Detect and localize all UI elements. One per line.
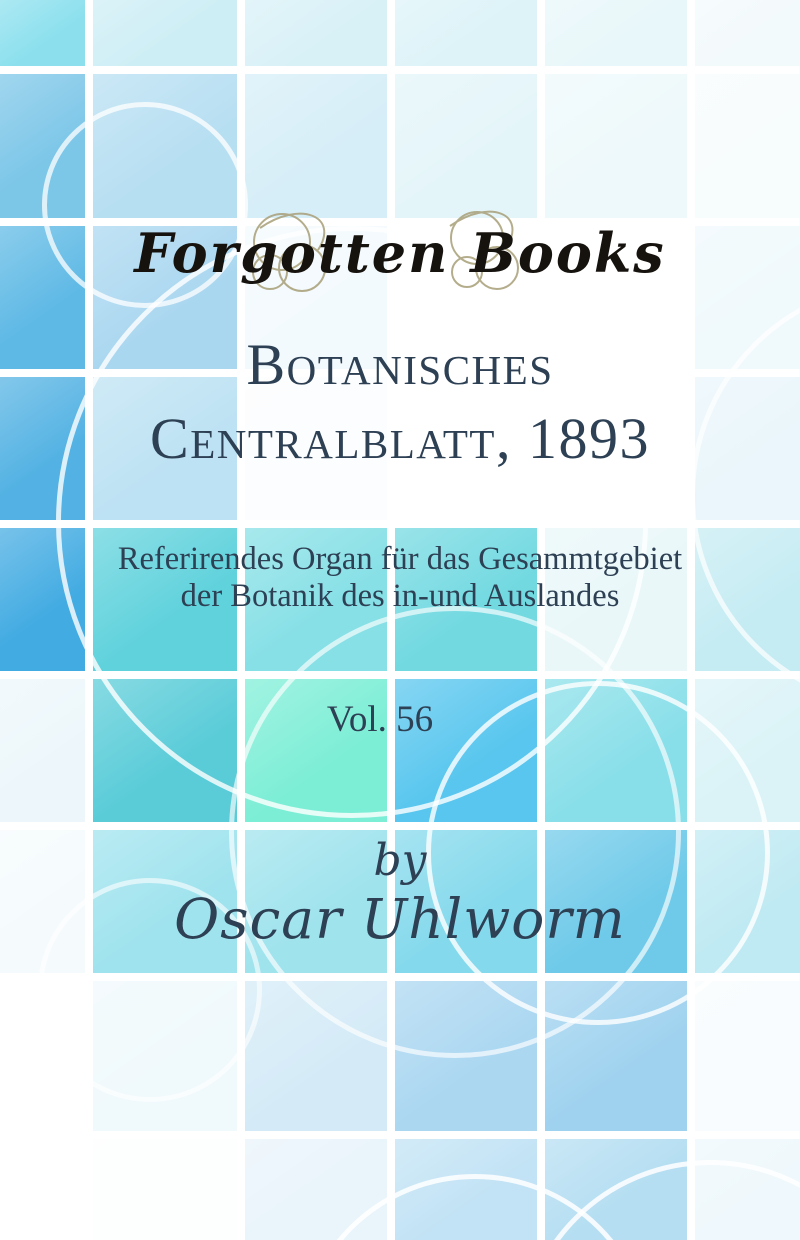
bg-cell: [245, 1139, 387, 1240]
bg-cell: [245, 226, 387, 369]
title-line-2: Centralblatt, 1893: [150, 406, 650, 471]
bg-cell: [695, 74, 800, 218]
bg-cell: [93, 981, 237, 1131]
bg-cell: [395, 74, 537, 218]
bg-cell: [395, 0, 537, 66]
bg-cell: [0, 528, 85, 671]
bg-cell: [245, 830, 387, 973]
publisher-logo-text: Forgotten Books: [134, 221, 666, 285]
bg-cell: [545, 377, 687, 520]
by-label: by: [373, 835, 427, 886]
author-name: Oscar Uhlworm: [174, 887, 626, 951]
bg-cell: [0, 679, 85, 822]
title-line-1: Botanisches: [246, 332, 554, 397]
bg-cell: [395, 226, 537, 369]
bg-cell: [695, 0, 800, 66]
bg-cell: [245, 0, 387, 66]
subtitle-line-1: Referirendes Organ für das Gesammtgebiet: [117, 541, 683, 577]
bg-cell: [0, 226, 85, 369]
bg-cell: [0, 377, 85, 520]
bg-cell: [695, 679, 800, 822]
subtitle-line-2: der Botanik des in-und Auslandes: [180, 578, 620, 614]
bg-cell: [93, 679, 237, 822]
bg-cell: [0, 74, 85, 218]
bg-cell: [93, 1139, 237, 1240]
bg-cell: [695, 528, 800, 671]
bg-cell: [93, 830, 237, 973]
bg-cell: [245, 74, 387, 218]
bg-cell: [695, 981, 800, 1131]
bg-cell: [395, 377, 537, 520]
bg-cell: [93, 226, 237, 369]
bg-cell: [545, 0, 687, 66]
bg-cell: [545, 981, 687, 1131]
bg-cell: [0, 1139, 85, 1240]
bg-cell: [93, 528, 237, 671]
bg-cell: [695, 830, 800, 973]
bg-cell: [395, 981, 537, 1131]
bg-cell: [395, 1139, 537, 1240]
bg-cell: [93, 74, 237, 218]
bg-cell: [545, 528, 687, 671]
bg-cell: [545, 679, 687, 822]
bg-cell: [695, 377, 800, 520]
bg-cell: [395, 830, 537, 973]
bg-cell: [245, 679, 387, 822]
bg-cell: [0, 0, 85, 66]
bg-cell: [245, 528, 387, 671]
bg-cell: [545, 1139, 687, 1240]
bg-cell: [545, 74, 687, 218]
bg-cell: [545, 226, 687, 369]
bg-cell: [0, 981, 85, 1131]
bg-cell: [545, 830, 687, 973]
bg-cell: [695, 1139, 800, 1240]
bg-cell: [395, 528, 537, 671]
bg-cell: [245, 377, 387, 520]
bg-cell: [395, 679, 537, 822]
volume-label: Vol. 56: [326, 699, 434, 740]
bg-cell: [93, 377, 237, 520]
bg-cell: [695, 226, 800, 369]
bg-cell: [245, 981, 387, 1131]
bg-cell: [0, 830, 85, 973]
bg-cell: [93, 0, 237, 66]
